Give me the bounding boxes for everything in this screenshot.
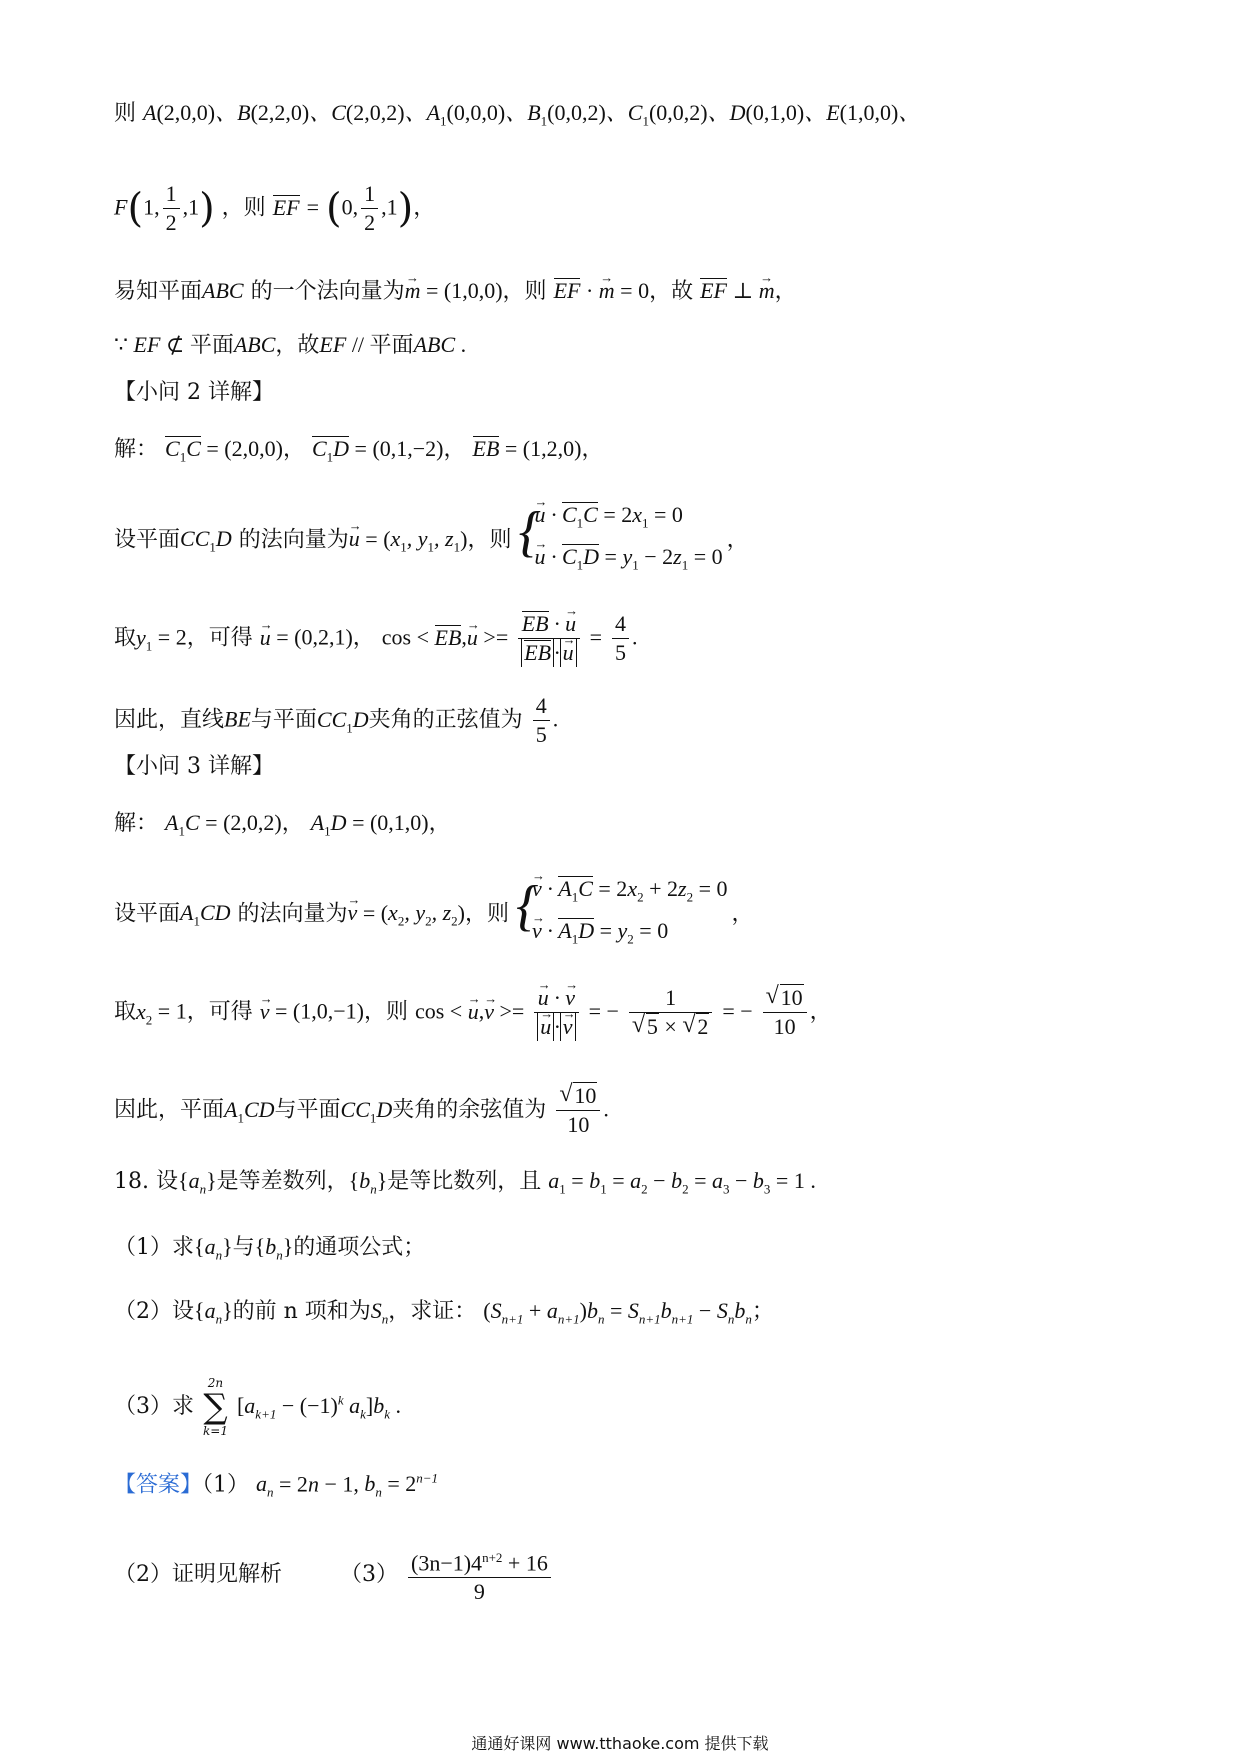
f-point-line: F(1, $\frac{1}{2}$ ,1) ，则 EF = (0, $\frac{1}{2}$ ,1)， [114, 181, 436, 235]
problem18-q2: （2）设$\{a_n\}$的前 n 项和为$S_n$，求证： $(S_{n+1} + a_{n+1})b_n = S_{n+1}b_{n+1} - S_nb_n$； [114, 1298, 774, 1327]
answer-tag: 【答案】 [114, 1472, 203, 1498]
plane-cc1d-normal-line: 设平面$CC_1D$ 的法向量为→ $u = (x_1$, $y_1$, $z_1$)，则 { → $u \cdot C_1C = 2x_1 = 0$ → $u \cdot C_1D = y_1 - 2z_1 = 0$ ， [114, 498, 749, 583]
answer-line-1: 【答案】（1） $a_n = 2n - 1$, $b_n = 2^{n-1}$ [114, 1471, 439, 1500]
section3-title: 【小问 3 详解】 [114, 754, 274, 779]
problem18-stem: 18. 设$\{a_n\}$是等差数列，$\{b_n\}$是等比数列，且 $a_1 = b_1 = a_2 - b_2 = a_3 - b_3 = 1$ . [114, 1168, 816, 1197]
ef-parallel-line: ∵ EF ⊄ 平面ABC，故EF // 平面ABC . [114, 332, 467, 358]
section3-vectors-line: 解： $A_1C = (2,0,2)$， $A_1D = (0,1,0)$， [114, 810, 451, 839]
section2-vectors-line: 解： $C_1C = (2,0,0)$， $C_1D = (0,1,-2)$， EB = (1,2,0)， [114, 434, 603, 468]
problem18-q1: （1）求$\{a_n\}$与$\{b_n\}$的通项公式； [114, 1234, 426, 1263]
coords-intro: 则 [114, 101, 137, 126]
summation-symbol: 2n ∑ k=1 [203, 1376, 228, 1438]
equation-system-u: { → $u \cdot C_1C = 2x_1 = 0$ → $u \cdot C_1D = y_1 - 2z_1 = 0$ [522, 498, 722, 583]
normal-abc-line: 易知平面ABC 的一个法向量为→ m = (1,0,0)，则 EF · → m = 0，故 EF ⊥ → m， [114, 276, 797, 307]
equation-system-v: { → $v \cdot A_1C = 2x_2 + 2z_2 = 0$ → $v \cdot A_1D = y_2 = 0$ [520, 872, 728, 957]
answer-line-2: （2）证明见解析 （3） $\frac{(3n-1)4^{n+2} + 16}{9}$ [114, 1544, 554, 1606]
conclusion2-line: 因此，直线BE与平面$CC_1D$夹角的正弦值为 $\frac{4}{5}$ . [114, 693, 559, 747]
then-text: ，则 [221, 195, 266, 221]
page-footer: 通通好课网 www.tthaoke.com 提供下载 [471, 1734, 769, 1753]
cos-u-v-line: 取$x_2 = 1$，可得 → v = (1,0,−1)，则 cos < → u,→ v >= → u · → v → u ·→ v = − 1 √ 5 × √ 2 = − √ $\frac{10}{10}$ ， [114, 984, 832, 1041]
section2-title: 【小问 2 详解】 [114, 380, 274, 405]
plane-a1cd-normal-line: 设平面$A_1CD$ 的法向量为→ $v = (x_2$, $y_2$, $z_2$)，则 { → $v \cdot A_1C = 2x_2 + 2z_2 = 0$ → $v \cdot A_1D = y_2 = 0$ ， [114, 872, 754, 957]
coords-expression: A(2,0,0)、B(2,2,0)、C(2,0,2)、$A_1(0,0,0)$、$B_1(0,0,2)$、$C_1(0,0,2)$、D(0,1,0)、E(1,0,0)、 [143, 100, 921, 129]
coordinates-line [114, 98, 920, 136]
cos-eb-u-line: 取$y_1 = 2$，可得 → u = (0,2,1)， cos < EB,→ u >= $\frac{EB \cdot \to u}{EB \cdot\to u}$ = $\frac{4}{5}$ . [114, 610, 638, 667]
conclusion3-line: 因此，平面$A_1CD$与平面$CC_1D$夹角的余弦值为 √ $\frac{10}{10}$ . [114, 1082, 609, 1139]
problem18-q3: （3）求 2n ∑ k=1 [$a_{k+1} - (-1)^k$ $a_k]b_k$ . [114, 1376, 401, 1438]
